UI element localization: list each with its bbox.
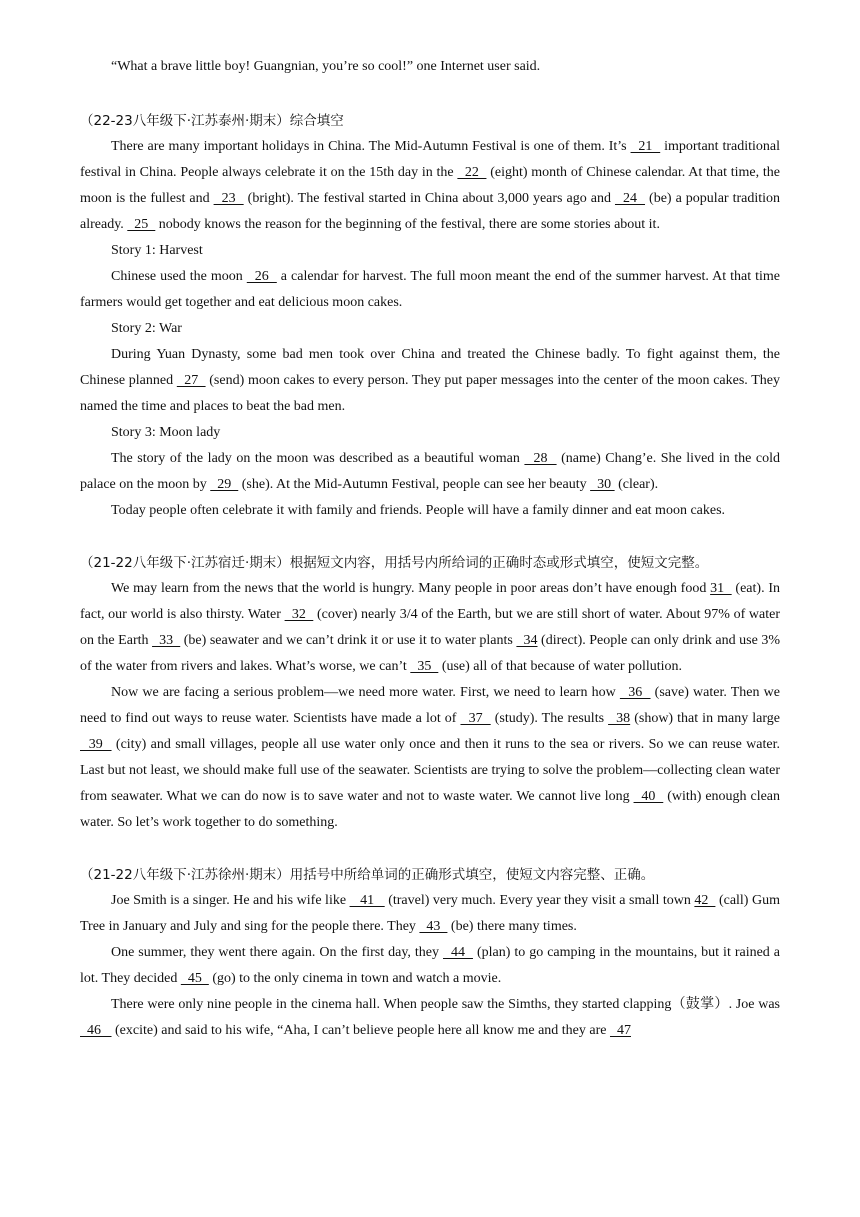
blank-36[interactable]: 36 (619, 685, 651, 700)
blank-43[interactable]: 43 (419, 919, 448, 934)
blank-30[interactable]: 30 (590, 477, 615, 492)
blank-34[interactable]: 34 (516, 633, 538, 648)
blank-40[interactable]: 40 (633, 789, 664, 804)
paragraph-conclusion: Today people often celebrate it with family and friends. People will have a family dinner and eat moon cakes. (111, 503, 726, 518)
blank-32[interactable]: 32 (284, 607, 314, 622)
blank-33[interactable]: 33 (152, 633, 181, 648)
story-heading-2: Story 2: War (111, 321, 182, 336)
paragraph-joe-2: One summer, they went there again. On the first day, they 44 (plan) to go camping in the mountains, but it rained a lot. They decided 45 (go) to the only cinema in town and watch a movie. (80, 945, 781, 986)
blank-27[interactable]: 27 (176, 373, 206, 388)
section-source-3: （21-22八年级下·江苏徐州·期末）用括号中所给单词的正确形式填空，使短文内容完整、正确。 (80, 867, 655, 883)
paragraph-story-3: The story of the lady on the moon was described as a beautiful woman 28 (name) Chang’e. She lived in the cold palace on the moon by 29 (she). At the Mid-Autumn Festival, people can see her beauty 30 (clear). (80, 451, 780, 492)
paragraph-joe-3: There were only nine people in the cinema hall. When people saw the Simths, they started clapping（鼓掌）. Joe was 46 (excite) and said to his wife, “Aha, I can’t believe people here all know me and they are 47 (80, 997, 780, 1038)
blank-47[interactable]: 47 (609, 1023, 631, 1038)
blank-41[interactable]: 41 (349, 893, 385, 908)
blank-39[interactable]: 39 (80, 737, 112, 752)
paragraph-story-1: Chinese used the moon 26 a calendar for harvest. The full moon meant the end of the summer harvest. At that time farmers would get together and eat delicious moon cakes. (80, 269, 780, 310)
blank-22[interactable]: 22 (457, 165, 487, 180)
blank-31[interactable]: 31 (710, 581, 732, 596)
paragraph-water-2: Now we are facing a serious problem—we need more water. First, we need to learn how 36 (save) water. Then we need to find out ways to reuse water. Scientists have made a lot of 37 (study). The results 38 (show) that in many large 39 (city) and small villages, people all use water only once and then it runs to the sea or rivers. So we can reuse water. Last but not least, we should make full use of the seawater. Scientists are trying to solve the problem—collecting clean water from seawater. What we can do now is to save water and not to waste water. We cannot live long 40 (with) enough clean water. So let’s work together to do something. (80, 685, 781, 830)
section-source-1: （22-23八年级下·江苏泰州·期末）综合填空 (80, 113, 344, 129)
blank-24[interactable]: 24 (614, 191, 646, 206)
paragraph-story-2: During Yuan Dynasty, some bad men took over China and treated the Chinese badly. To fight against them, the Chinese planned 27 (send) moon cakes to every person. They put paper messages into the center of the moon cakes. They named the time and places to beat the bad men. (80, 347, 780, 414)
blank-37[interactable]: 37 (460, 711, 491, 726)
blank-35[interactable]: 35 (410, 659, 439, 674)
blank-45[interactable]: 45 (180, 971, 209, 986)
paragraph-water-1: We may learn from the news that the world is hungry. Many people in poor areas don’t have enough food 31 (eat). In fact, our world is also thirsty. Water 32 (cover) nearly 3/4 of the Earth, but we are still short of water. About 97% of water on the Earth 33 (be) seawater and we can’t drink it or use it to water plants 34 (direct). People can only drink and use 3% of the water from rivers and lakes. What’s worse, we can’t 35 (use) all of that because of water pollution. (80, 581, 781, 674)
section-source-2: （21-22八年级下·江苏宿迁·期末）根据短文内容，用括号内所给词的正确时态或形式填空，使短文完整。 (80, 555, 709, 571)
quote-line: “What a brave little boy! Guangnian, you’re so cool!” one Internet user said. (111, 59, 541, 74)
blank-21[interactable]: 21 (630, 139, 661, 154)
blank-26[interactable]: 26 (246, 269, 277, 284)
blank-23[interactable]: 23 (213, 191, 244, 206)
blank-25[interactable]: 25 (127, 217, 156, 232)
document-content (80, 54, 780, 1044)
story-heading-3: Story 3: Moon lady (111, 425, 221, 440)
blank-42[interactable]: 42 (694, 893, 716, 908)
paragraph-joe-1: Joe Smith is a singer. He and his wife like 41 (travel) very much. Every year they visit a small town 42 (call) Gum Tree in January and July and sing for the people there. They 43 (be) there many times. (80, 893, 780, 934)
blank-44[interactable]: 44 (443, 945, 473, 960)
story-heading-1: Story 1: Harvest (111, 243, 203, 258)
blank-28[interactable]: 28 (524, 451, 557, 466)
blank-46[interactable]: 46 (80, 1023, 112, 1038)
paragraph-intro: There are many important holidays in China. The Mid-Autumn Festival is one of them. It’s 21 important traditional festival in China. People always celebrate it on the 15th day in the 22 (eight) month of Chinese calendar. At that time, the moon is the fullest and 23 (bright). The festival started in China about 3,000 years ago and 24 (be) a popular tradition already. 25 nobody knows the reason for the beginning of the festival, there are some stories about it. (80, 139, 781, 232)
blank-38[interactable]: 38 (608, 711, 631, 726)
blank-29[interactable]: 29 (210, 477, 239, 492)
